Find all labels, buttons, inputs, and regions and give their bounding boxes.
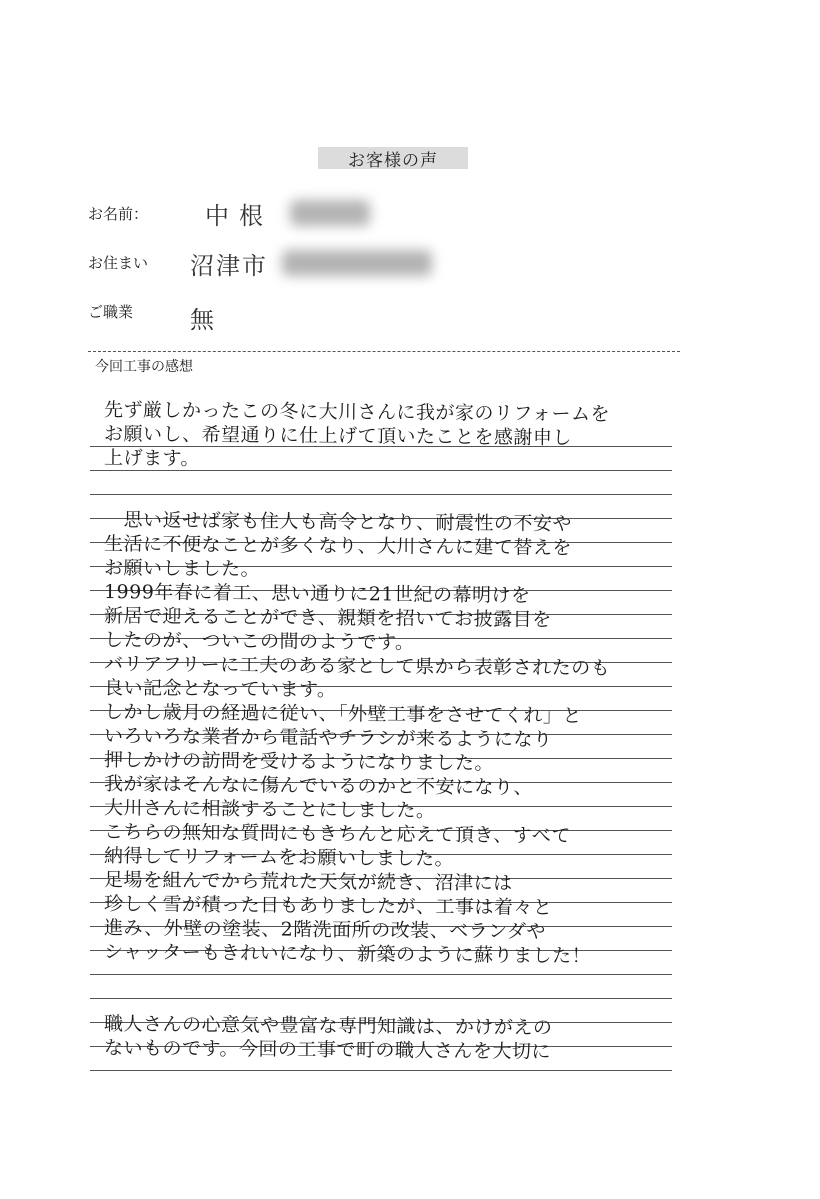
handwritten-line: シャッターもきれいになり、新築のように蘇りました！ — [103, 941, 592, 968]
page-title: お客様の声 — [318, 147, 468, 169]
occupation-value: 無 — [190, 306, 224, 334]
handwritten-line: 我が家はそんなに傷んでいるのかと不安になり、 — [103, 773, 534, 799]
redacted-address — [282, 250, 432, 276]
ruled-line — [90, 1070, 672, 1071]
ruled-line — [90, 998, 672, 999]
handwritten-line: 先ず厳しかったこの冬に大川さんに我が家のリフォームを — [103, 399, 611, 426]
handwritten-line: こちらの無知な質問にもきちんと応えて頂き、すべて — [103, 821, 571, 848]
name-value: 中根 — [205, 202, 273, 230]
handwritten-line: 大川さんに相談することにしました。 — [103, 797, 436, 822]
handwritten-line: 新居で迎えることができ、親類を招いてお披露目を — [103, 605, 552, 631]
name-label: お名前： — [88, 205, 149, 223]
handwritten-line: 押しかけの訪問を受けるようになりました。 — [103, 749, 495, 775]
handwritten-line: 職人さんの心意気や豊富な専門知識は、かけがえの — [103, 1013, 553, 1039]
handwritten-line: いろいろな業者から電話やチラシが来るようになり — [103, 725, 553, 751]
section-divider — [88, 351, 680, 352]
address-value: 沼津市 — [190, 252, 268, 280]
handwritten-line: 1999年春に着工、思い通りに21世紀の幕明けを — [103, 581, 531, 607]
handwritten-line: お願いしました。 — [103, 557, 261, 581]
handwritten-line: ないものです。今回の工事で町の職人さんを大切に — [103, 1037, 552, 1063]
handwritten-line: 思い返せば家も住人も高令となり、耐震性の不安や — [103, 509, 573, 536]
handwritten-line: 珍しく雪が積った日もありましたが、工事は着々と — [103, 893, 553, 919]
handwritten-line: 上げます。 — [103, 447, 201, 470]
ruled-line — [90, 494, 672, 495]
handwritten-line: 足場を組んでから荒れた天気が続き、沼津には — [103, 869, 513, 895]
handwritten-line: したのが、ついこの間のようです。 — [103, 629, 415, 654]
handwritten-line: 良い記念となっています。 — [103, 677, 337, 702]
occupation-label: ご職業 — [88, 303, 134, 321]
section-label: 今回工事の感想 — [95, 359, 193, 375]
handwritten-line: 納得してリフォームをお願いしました。 — [103, 845, 455, 871]
handwritten-line: しかし歳月の経過に従い、「外壁工事をさせてくれ」と — [103, 701, 583, 728]
ruled-line — [90, 974, 672, 975]
address-label: お住まい — [88, 254, 149, 272]
handwritten-line: お願いし、希望通りに仕上げて頂いたことを感謝申し — [103, 423, 573, 450]
handwritten-line: バリアフリーに工夫のある家として県から表彰されたのも — [103, 653, 611, 680]
redacted-name — [290, 200, 370, 226]
handwritten-line: 進み、外壁の塗装、2階洗面所の改装、ベランダや — [103, 917, 547, 943]
handwritten-line: 生活に不便なことが多くなり、大川さんに建て替えを — [103, 533, 573, 560]
